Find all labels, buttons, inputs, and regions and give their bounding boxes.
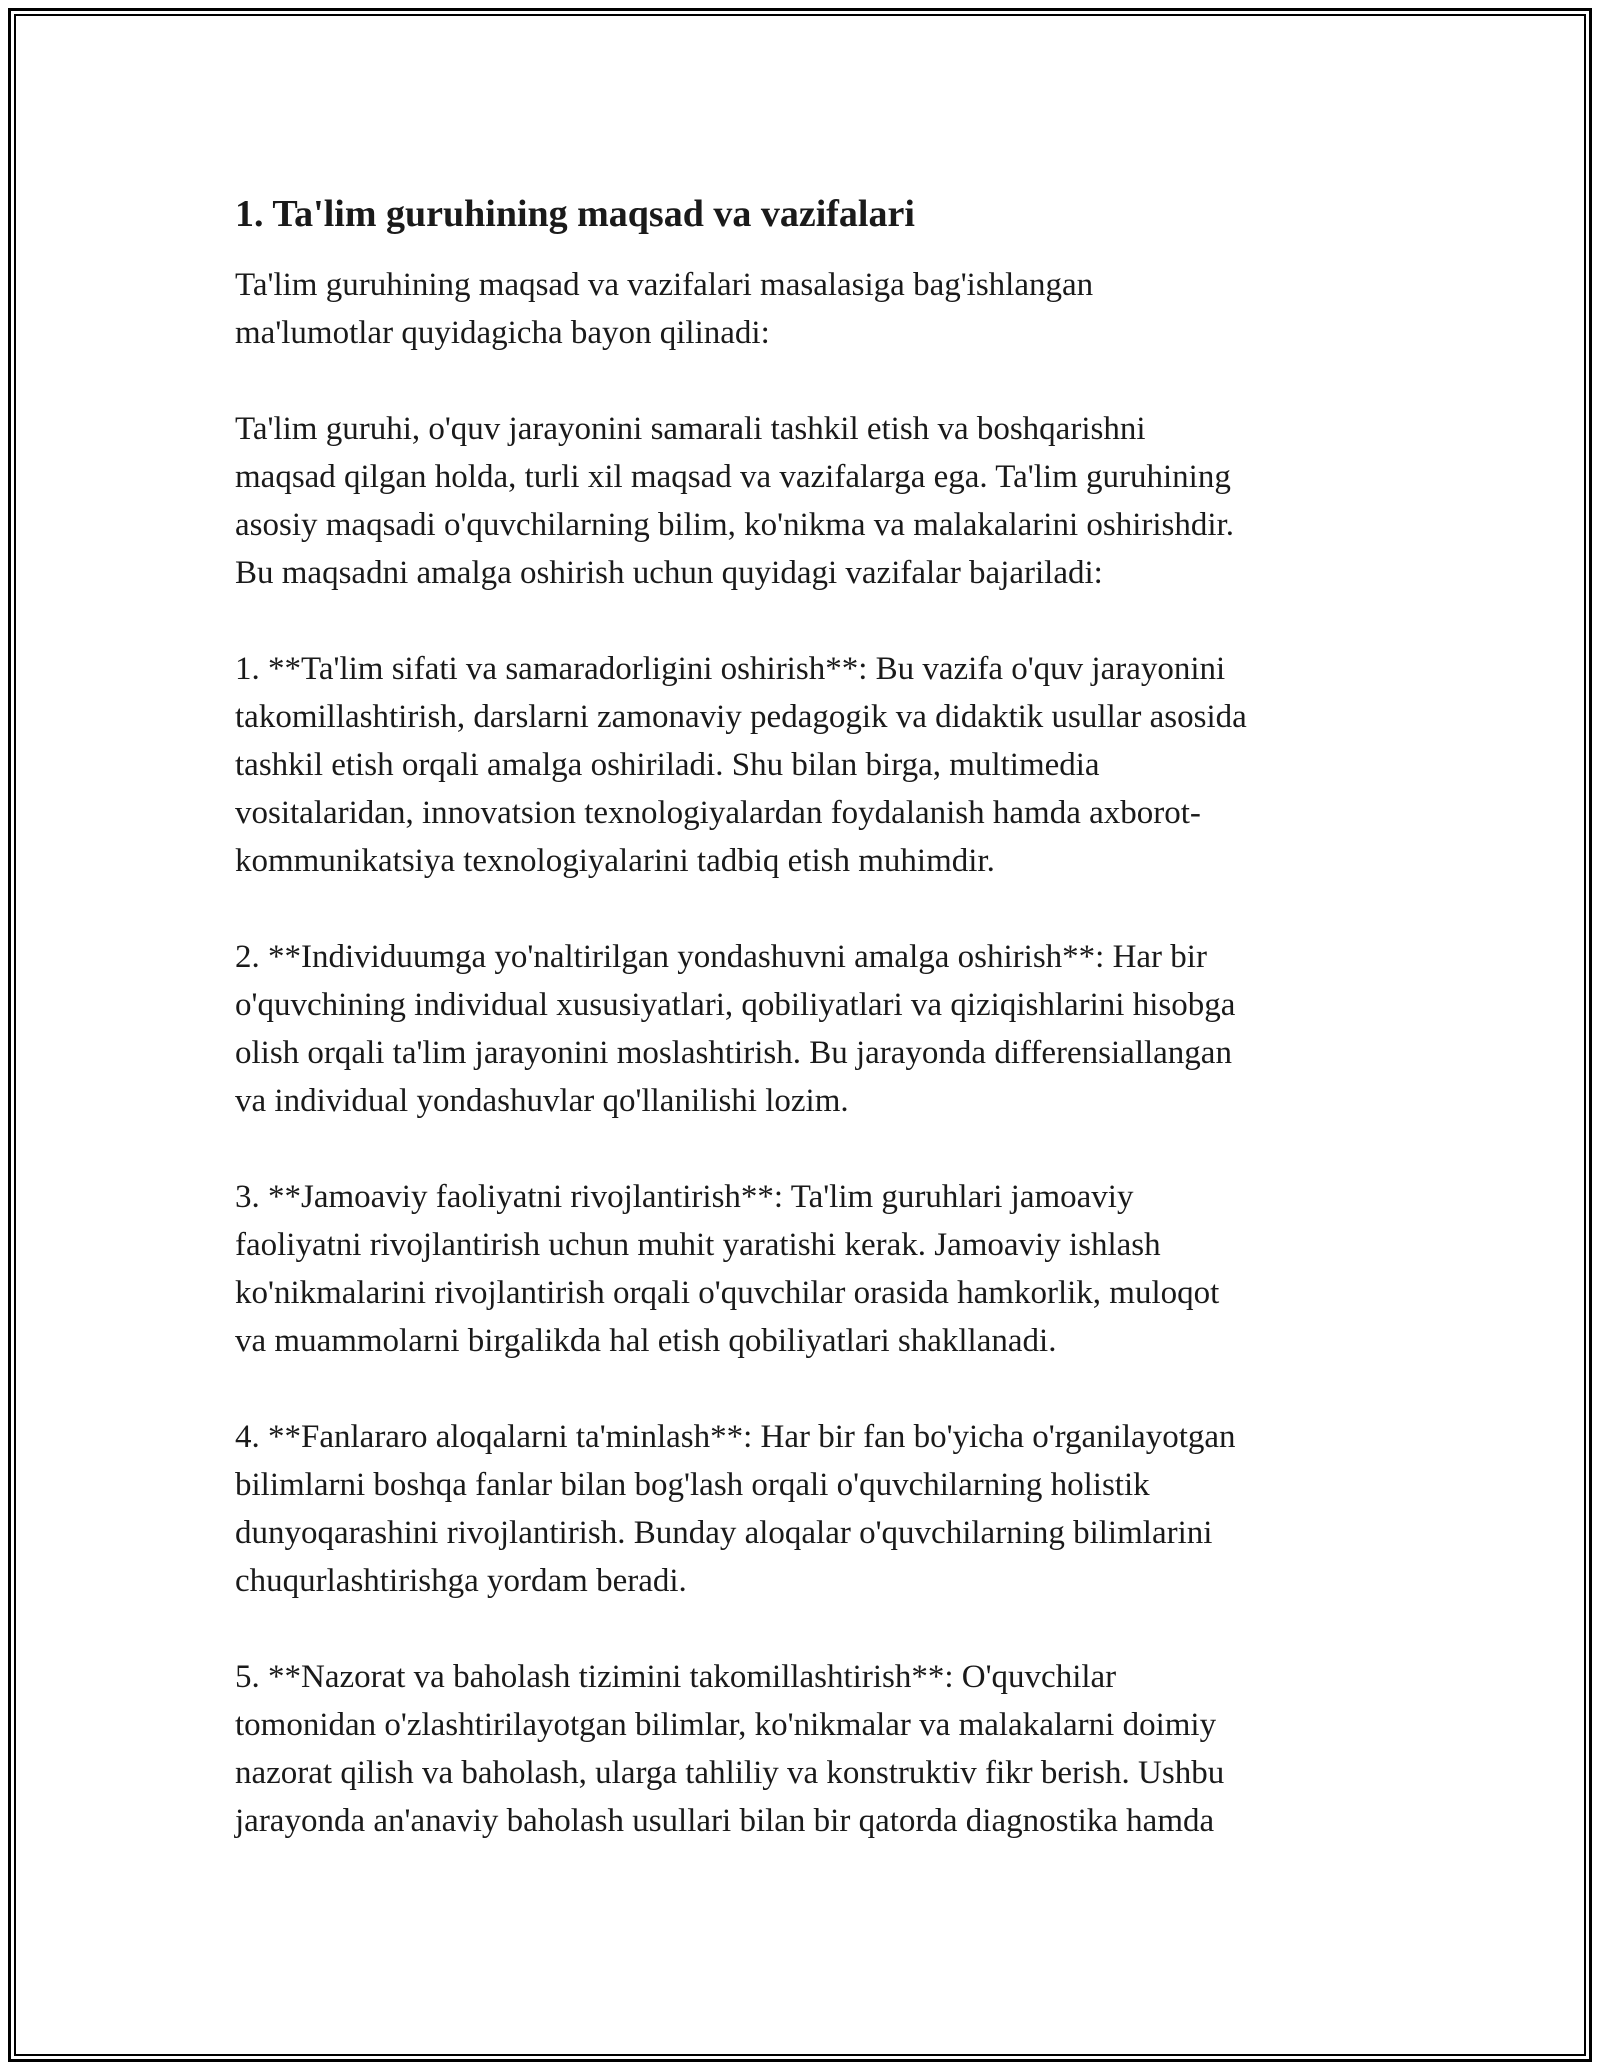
list-item-2: 2. **Individuumga yo'naltirilgan yondashuvni amalga oshirish**: Har bir o'quvchining individual xususiyatlari, qobiliyatlari va qiziqishlarini hisobga olish orqali ta'lim jarayonini moslashtirish. Bu jarayonda differensiallangan va individual yondashuvlar qo'llanilishi lozim. [235,939,1236,1120]
document-title: 1. Ta'lim guruhining maqsad va vazifalari [235,193,915,235]
list-item-5: 5. **Nazorat va baholash tizimini takomillashtirish**: O'quvchilar tomonidan o'zlashtirilayotgan bilimlar, ko'nikmalar va malakalarni doimiy nazorat qilish va baholash, ularga tahliliy va konstruktiv fikr berish. Ushbu jarayonda an'anaviy baholash usullari bilan bir qatorda diagnostika hamda [235,1659,1225,1840]
paragraph-intro: Ta'lim guruhining maqsad va vazifalari masalasiga bag'ishlangan ma'lumotlar quyidagicha bayon qilinadi: [235,267,1094,352]
list-item-1: 1. **Ta'lim sifati va samaradorligini oshirish**: Bu vazifa o'quv jarayonini takomillashtirish, darslarni zamonaviy pedagogik va didaktik usullar asosida tashkil etish orqali amalga oshiriladi. Shu bilan birga, multimedia vositalaridan, innovatsion texnologiyalardan foydalanish hamda axborot- kommunikatsiya texnologiyalarini tadbiq etish muhimdir. [235,651,1247,880]
paragraph-overview: Ta'lim guruhi, o'quv jarayonini samarali tashkil etish va boshqarishni maqsad qilgan holda, turli xil maqsad va vazifalarga ega. Ta'lim guruhining asosiy maqsadi o'quvchilarning bilim, ko'nikma va malakalarini oshirishdir. Bu maqsadni amalga oshirish uchun quyidagi vazifalar bajariladi: [235,411,1234,592]
list-item-3: 3. **Jamoaviy faoliyatni rivojlantirish**: Ta'lim guruhlari jamoaviy faoliyatni rivojlantirish uchun muhit yaratishi kerak. Jamoaviy ishlash ko'nikmalarini rivojlantirish orqali o'quvchilar orasida hamkorlik, muloqot va muammolarni birgalikda hal etish qobiliyatlari shakllanadi. [235,1179,1220,1360]
list-item-4: 4. **Fanlararo aloqalarni ta'minlash**: Har bir fan bo'yicha o'rganilayotgan bilimlarni boshqa fanlar bilan bog'lash orqali o'quvchilarning holistik dunyoqarashini rivojlantirish. Bunday aloqalar o'quvchilarning bilimlarini chuqurlashtirishga yordam beradi. [235,1419,1236,1600]
document-body [235,180,1365,1893]
